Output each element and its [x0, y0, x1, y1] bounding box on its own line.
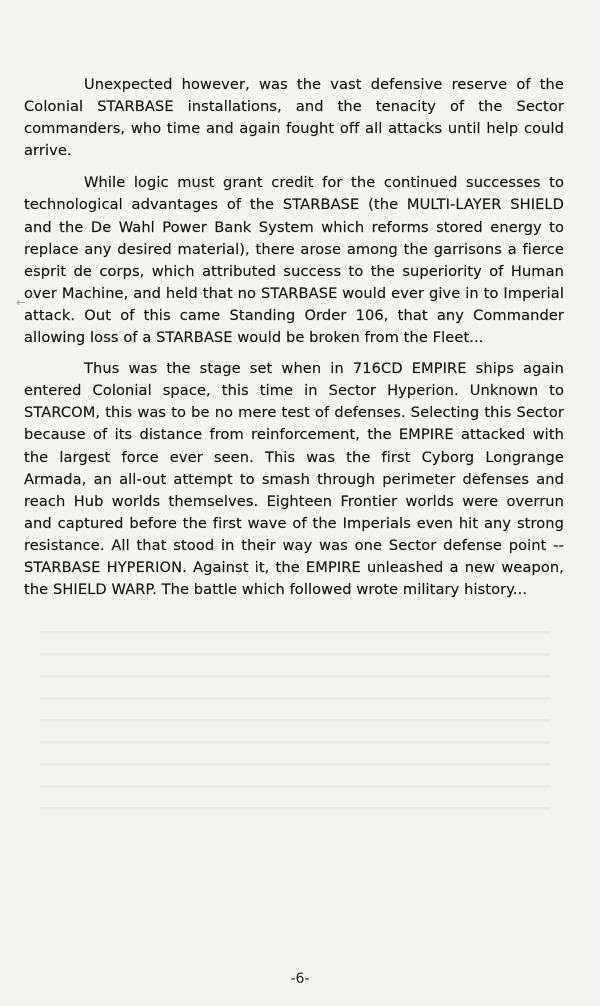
page-number: -6-: [290, 971, 310, 987]
paragraph-3: Thus was the stage set when in 716CD EMPIRE ships again entered Colonial space, this time in Sector Hyperion. Unknown to STARCOM, this was to be no mere test of defenses. Selecting this Sector because of its distance from reinforcement, the EMPIRE attacked with the largest force ever seen. This was the first Cyborg Longrange Armada, an all-out attempt to smash through perimeter defenses and reach Hub worlds themselves. Eighteen Frontier worlds were overrun and captured before the first wave of the Imperials even hit any strong resistance. All that stood in their way was one Sector defense point -- STARBASE HYPERION. Against it, the EMPIRE unleashed a new weapon, the SHIELD WARP. The battle which followed wrote military history...: [24, 360, 564, 599]
body-text: [24, 74, 564, 611]
paragraph-2: While logic must grant credit for the continued successes to technological advantages of the STARBASE (the MULTI-LAYER SHIELD and the De Wahl Power Bank System which reforms stored energy to replace any desired material), there arose among the garrisons a fierce esprit de corps, which attributed success to the superiority of Human over Machine, and held that no STARBASE would ever give in to Imperial attack. Out of this came Standing Order 106, that any Commander allowing loss of a STARBASE would be broken from the Fleet...: [24, 174, 564, 347]
paragraph-1: Unexpected however, was the vast defensive reserve of the Colonial STARBASE installations, and the tenacity of the Sector commanders, who time and again fought off all attacks until help could arrive.: [24, 76, 564, 160]
show-through-background: [40, 620, 550, 810]
margin-mark: ←: [16, 296, 26, 309]
